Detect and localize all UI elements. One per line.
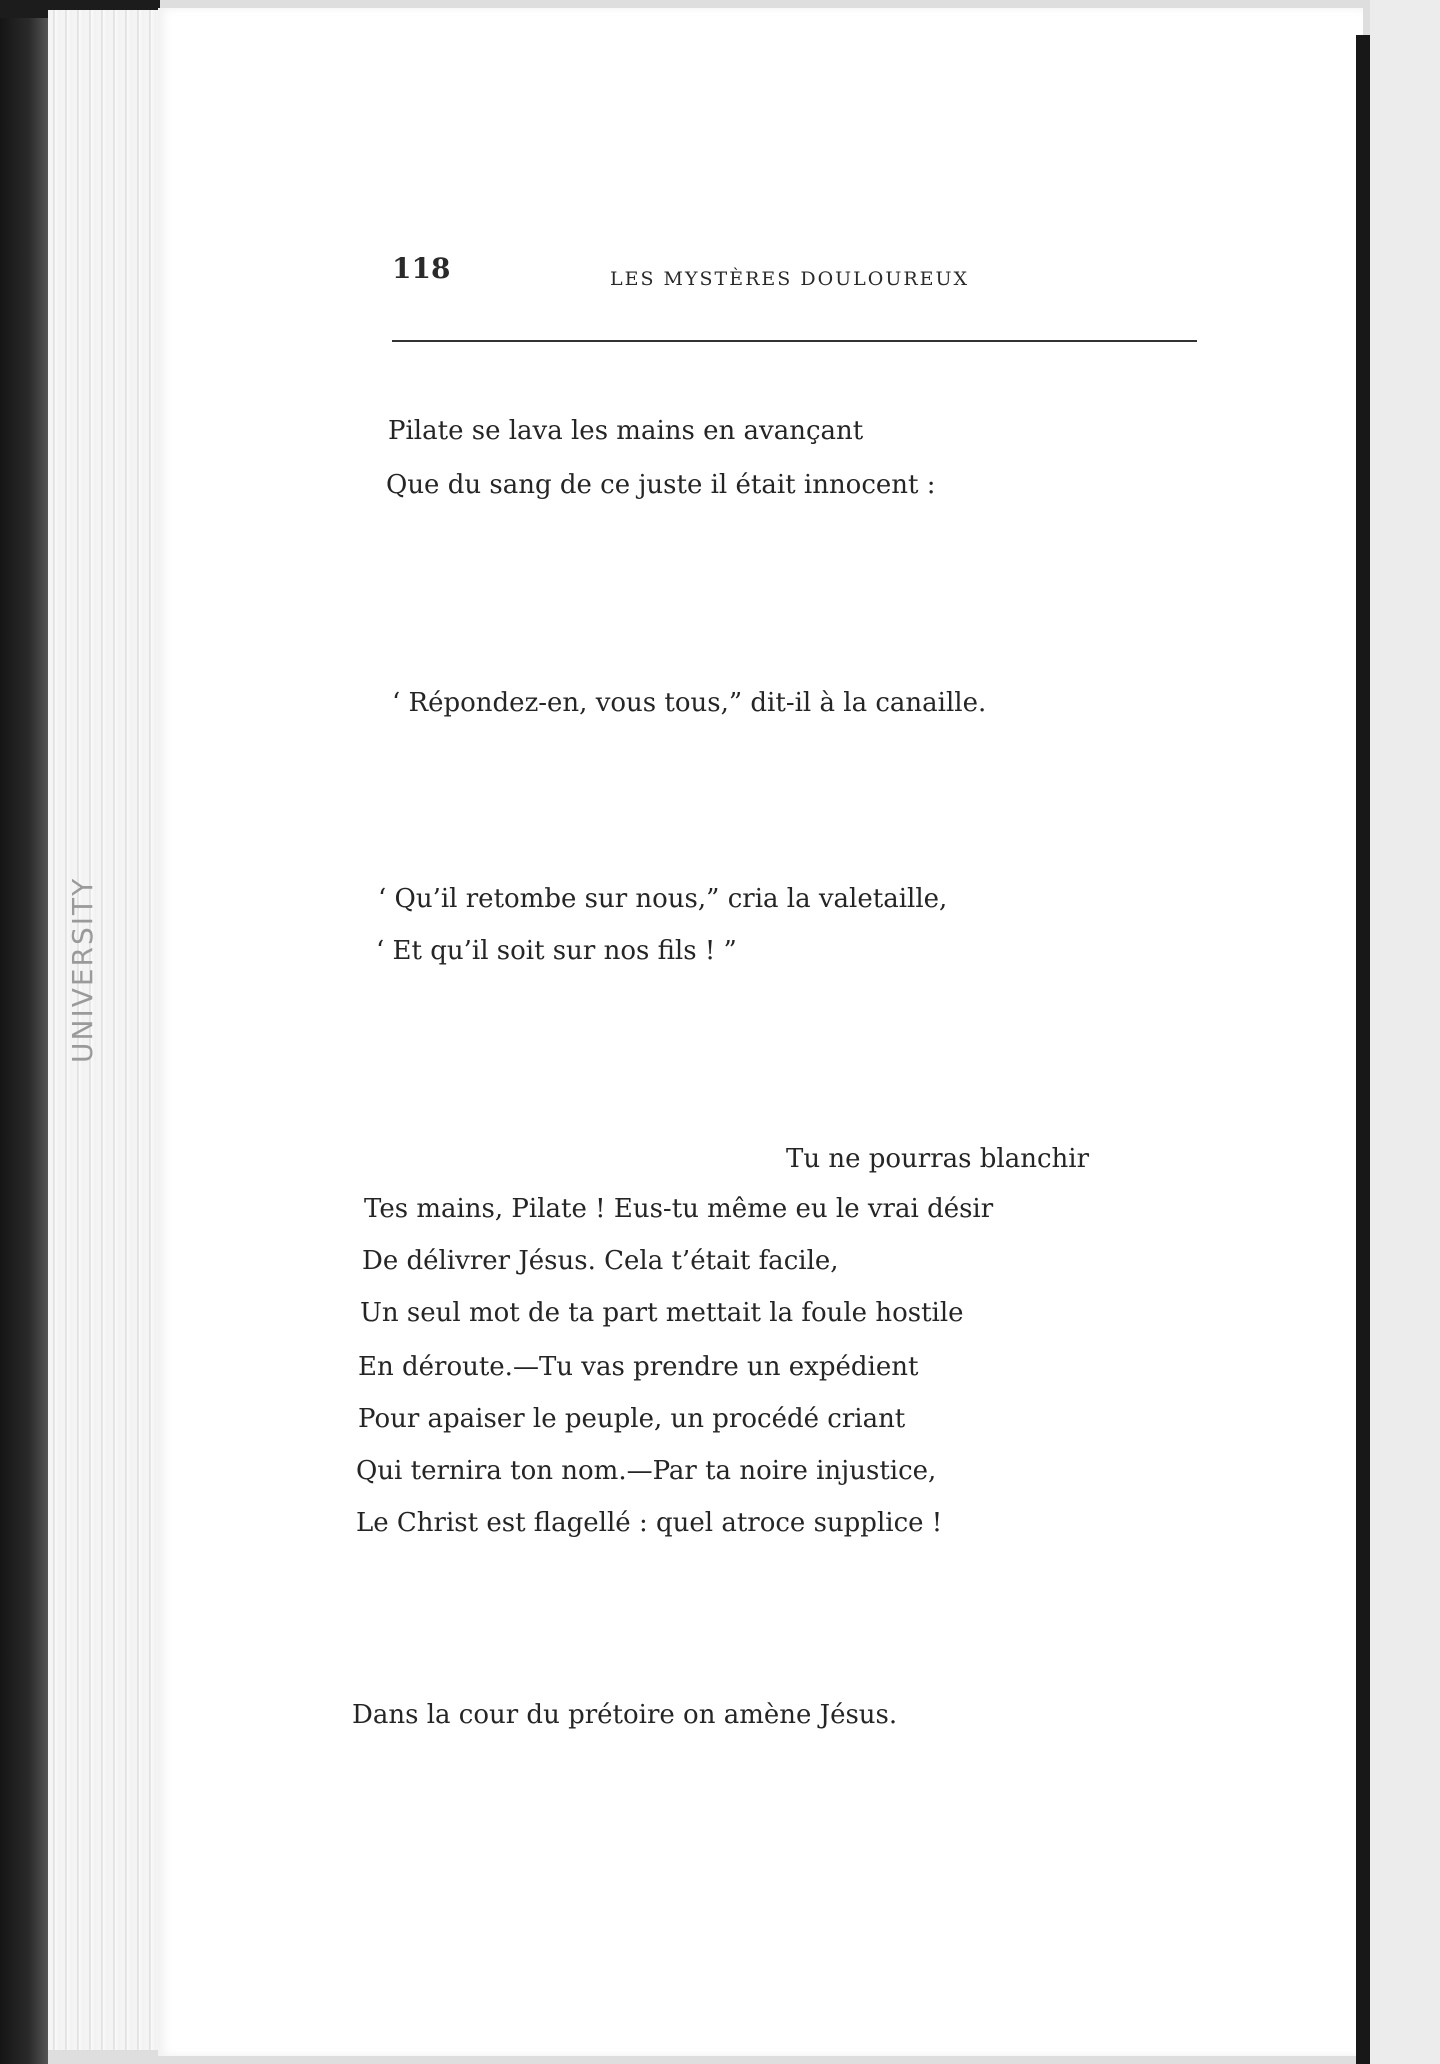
poem-line: ‘ Et qu’il soit sur nos fils ! ” bbox=[376, 936, 737, 966]
facing-page-edge bbox=[1370, 0, 1440, 2064]
poem-line: Tes mains, Pilate ! Eus-tu même eu le vrai désir bbox=[364, 1194, 994, 1224]
poem-line: Qui ternira ton nom.—Par ta noire injustice, bbox=[356, 1456, 937, 1486]
poem-line: Que du sang de ce juste il était innocent : bbox=[386, 470, 936, 500]
poem-line: Dans la cour du prétoire on amène Jésus. bbox=[352, 1700, 898, 1730]
running-title: LES MYSTÈRES DOULOUREUX bbox=[610, 268, 970, 290]
poem-line: ‘ Qu’il retombe sur nous,” cria la valetaille, bbox=[378, 884, 948, 914]
poem-line: Pour apaiser le peuple, un procédé criant bbox=[358, 1404, 906, 1434]
poem-line: Pilate se lava les mains en avançant bbox=[388, 416, 864, 446]
poem-line: Le Christ est flagellé : quel atroce supplice ! bbox=[356, 1508, 943, 1538]
book-page bbox=[158, 8, 1363, 2056]
running-header bbox=[392, 252, 1197, 292]
library-stamp: UNIVERSITY bbox=[66, 876, 99, 1064]
poem-line: Un seul mot de ta part mettait la foule hostile bbox=[360, 1298, 964, 1328]
header-rule bbox=[392, 340, 1197, 342]
left-scan-border bbox=[0, 0, 48, 2064]
page-number: 118 bbox=[392, 252, 451, 285]
poem-line: Tu ne pourras blanchir bbox=[786, 1144, 1090, 1174]
poem-line: De délivrer Jésus. Cela t’était facile, bbox=[362, 1246, 839, 1276]
poem-line: ‘ Répondez-en, vous tous,” dit-il à la canaille. bbox=[392, 688, 987, 718]
book-binding-shadow bbox=[1356, 35, 1370, 2064]
poem-line: En déroute.—Tu vas prendre un expédient bbox=[358, 1352, 919, 1382]
